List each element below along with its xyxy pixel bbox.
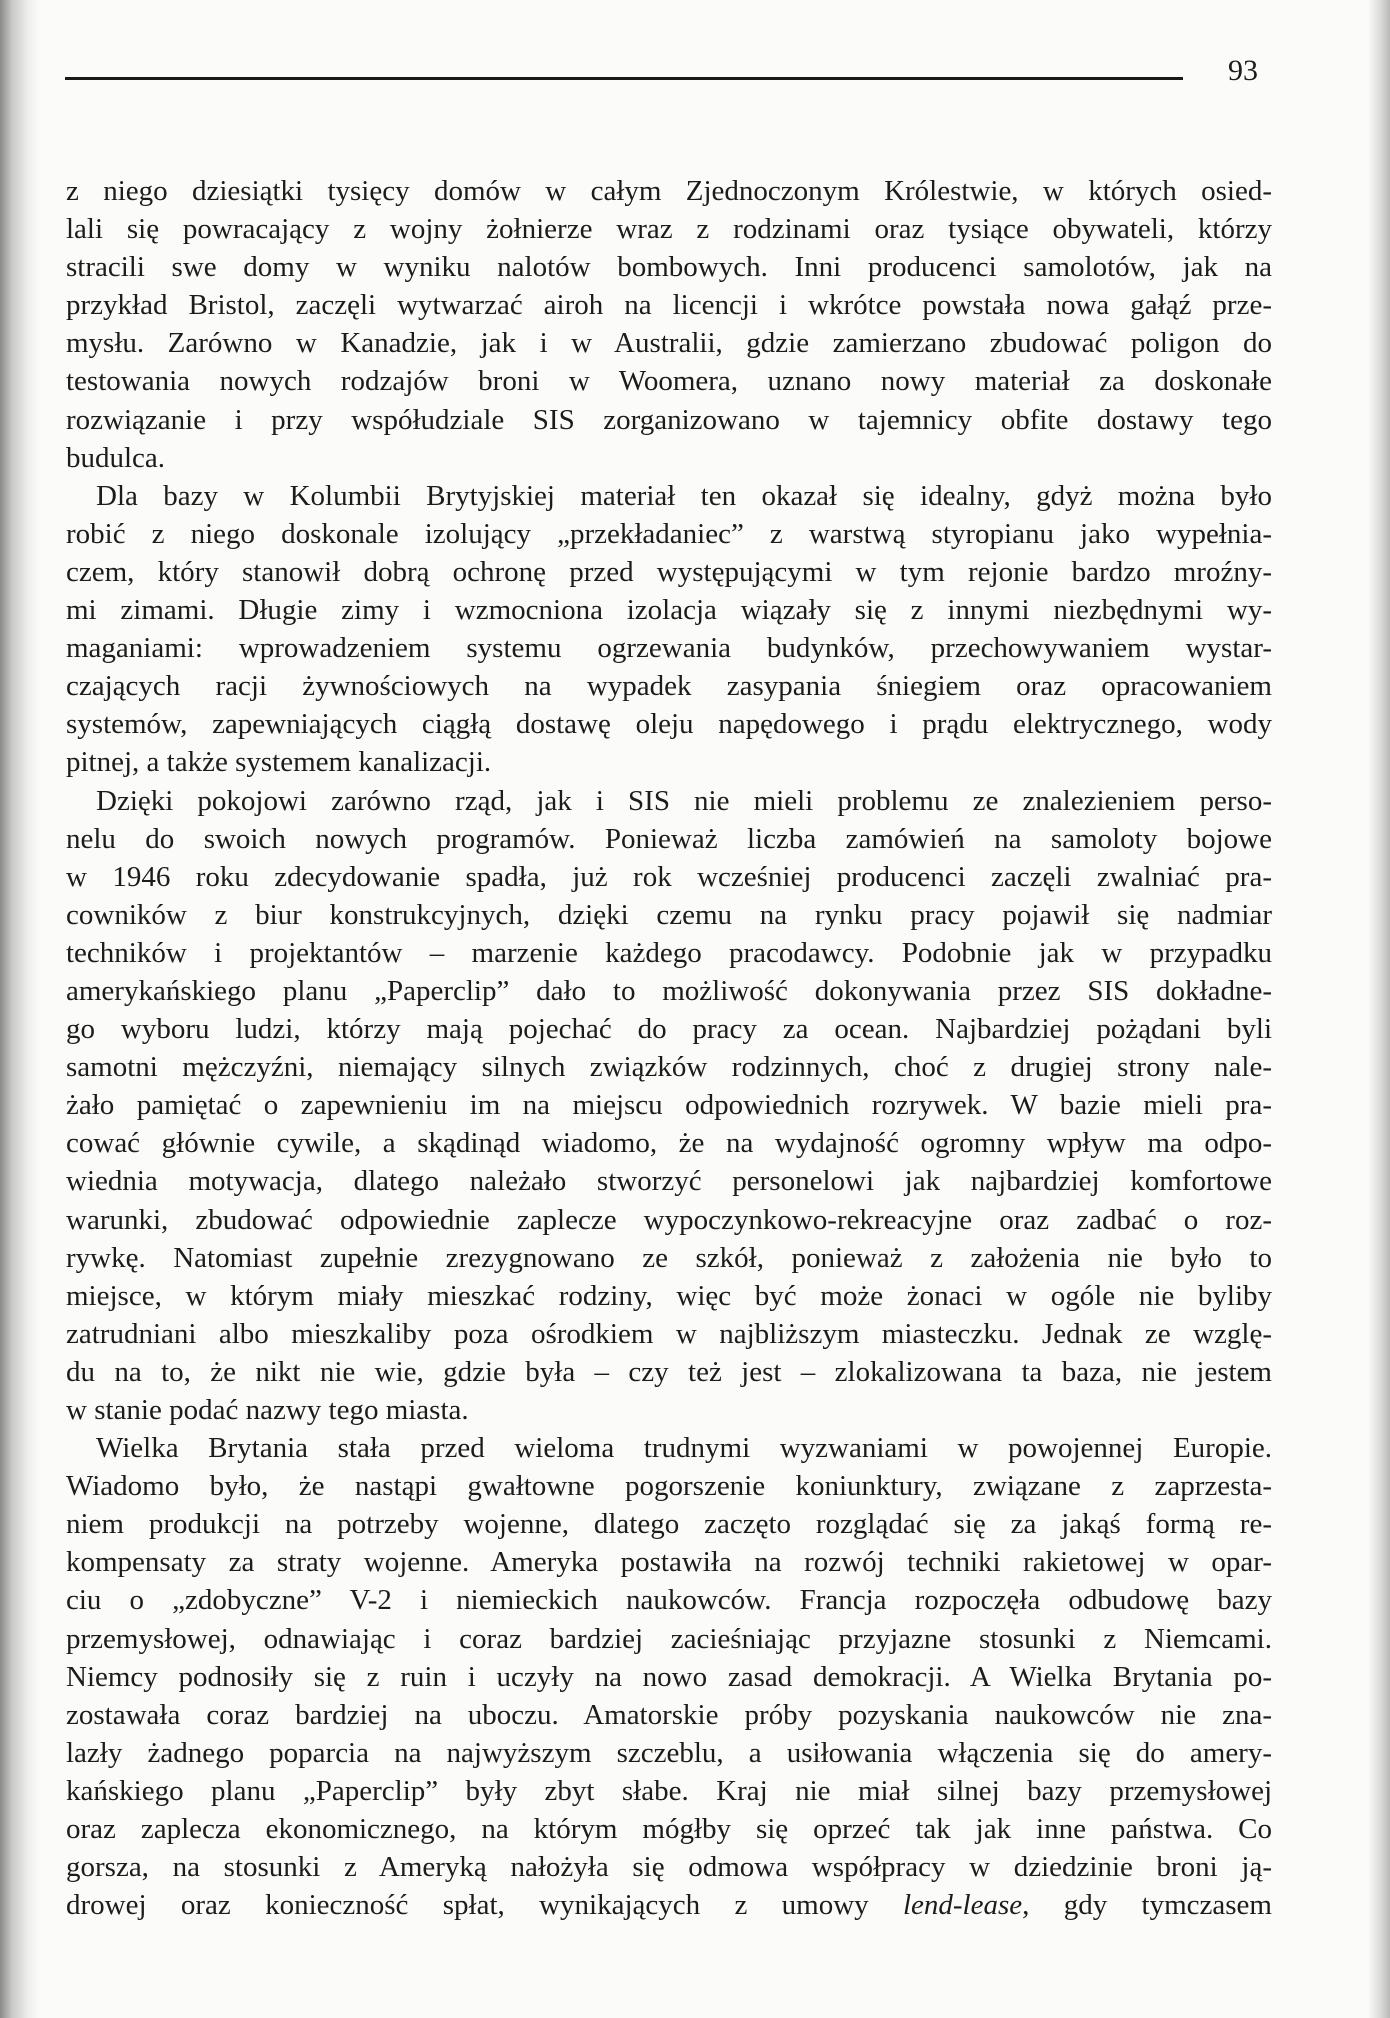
- text-line: z niego dziesiątki tysięcy domów w całym Zjednoczonym Królestwie, w których osied-: [66, 175, 1272, 207]
- text-line: maganiami: wprowadzeniem systemu ogrzewania budynków, przechowywaniem wystar-: [66, 632, 1272, 665]
- text-line: zatrudniani albo mieszkaliby poza ośrodkiem w najbliższym miasteczku. Jednak ze wzglę-: [66, 1317, 1272, 1350]
- text-line: przemysłowej, odnawiając i coraz bardziej zacieśniając przyjazne stosunki z Niemcami.: [66, 1622, 1272, 1655]
- text-line: robić z niego doskonale izolujący „przekładaniec” z warstwą styropianu jako wypełnia-: [66, 517, 1272, 550]
- text-line: warunki, zbudować odpowiednie zaplecze wypoczynkowo-rekreacyjne oraz zadbać o roz-: [66, 1203, 1272, 1236]
- text-line: Niemcy podnosiły się z ruin i uczyły na nowo zasad demokracji. A Wielka Brytania po-: [66, 1660, 1272, 1693]
- text-line: stracili swe domy w wyniku nalotów bombowych. Inni producenci samolotów, jak na: [66, 251, 1272, 284]
- text-line: miejsce, w którym miały mieszkać rodziny, więc być może żonaci w ogóle nie byliby: [66, 1279, 1272, 1312]
- paragraph: [66, 1429, 1272, 1924]
- text-line: w 1946 roku zdecydowanie spadła, już rok wcześniej producenci zaczęli zwalniać pra-: [66, 860, 1272, 893]
- text-line: lazły żadnego poparcia na najwyższym szczeblu, a usiłowania włączenia się do amery-: [66, 1736, 1272, 1769]
- text-line: rozwiązanie i przy współudziale SIS zorganizowano w tajemnicy obfite dostawy tego: [66, 403, 1272, 436]
- text-line: kańskiego planu „Paperclip” były zbyt słabe. Kraj nie miał silnej bazy przemysłowej: [66, 1774, 1272, 1807]
- text-line: go wyboru ludzi, którzy mają pojechać do pracy za ocean. Najbardziej pożądani byli: [66, 1013, 1272, 1046]
- text-line: oraz zaplecza ekonomicznego, na którym mógłby się oprzeć tak jak inne państwa. Co: [66, 1813, 1272, 1846]
- text-line: budulca.: [66, 441, 166, 474]
- text-line: techników i projektantów – marzenie każdego pracodawcy. Podobnie jak w przypadku: [66, 936, 1272, 969]
- text-line: amerykańskiego planu „Paperclip” dało to możliwość dokonywania przez SIS dokładne-: [66, 974, 1272, 1007]
- text-line: samotni mężczyźni, niemający silnych związków rodzinnych, choć z drugiej strony nale-: [66, 1051, 1272, 1084]
- paragraph: [66, 477, 1272, 782]
- text-line: mi zimami. Długie zimy i wzmocniona izolacja wiązały się z innymi niezbędnymi wy-: [66, 594, 1272, 627]
- body-text: [66, 172, 1272, 1924]
- text-line: gorsza, na stosunki z Ameryką nałożyła się odmowa współpracy w dziedzinie broni ją-: [66, 1851, 1272, 1884]
- paragraph: [66, 172, 1272, 477]
- text-line: niem produkcji na potrzeby wojenne, dlatego zaczęto rozglądać się za jakąś formą re-: [66, 1508, 1272, 1541]
- text-line: du na to, że nikt nie wie, gdzie była – czy też jest – zlokalizowana ta baza, nie jestem: [66, 1355, 1272, 1388]
- text-segment: drowej oraz konieczność spłat, wynikających z umowy: [66, 1889, 903, 1922]
- text-line: pitnej, a także systemem kanalizacji.: [66, 746, 492, 779]
- text-line: wiednia motywacja, dlatego należało stworzyć personelowi jak najbardziej komfortowe: [66, 1165, 1272, 1198]
- text-line: czem, który stanowił dobrą ochronę przed występującymi w tym rejonie bardzo mroźny-: [66, 555, 1272, 588]
- page-edge-shadow: [1368, 0, 1390, 2018]
- text-segment: , gdy tymczasem: [1022, 1889, 1272, 1922]
- text-line: ciu o „zdobyczne” V-2 i niemieckich naukowców. Francja rozpoczęła odbudowę bazy: [66, 1584, 1272, 1617]
- text-line: cować głównie cywile, a skądinąd wiadomo, że na wydajność ogromny wpływ ma odpo-: [66, 1127, 1272, 1160]
- italic-term: lend-lease: [902, 1889, 1023, 1922]
- text-line: mysłu. Zarówno w Kanadzie, jak i w Australii, gdzie zamierzano zbudować poligon do: [66, 327, 1272, 360]
- page-number: 93: [1228, 54, 1258, 87]
- text-line: kompensaty za straty wojenne. Ameryka postawiła na rozwój techniki rakietowej w opar-: [66, 1546, 1272, 1579]
- text-line: rywkę. Natomiast zupełnie zrezygnowano ze szkół, ponieważ z założenia nie było to: [66, 1241, 1272, 1274]
- text-line: czających racji żywnościowych na wypadek zasypania śniegiem oraz opracowaniem: [66, 670, 1272, 703]
- text-line: lali się powracający z wojny żołnierze wraz z rodzinami oraz tysiące obywateli, którzy: [66, 213, 1272, 246]
- page-gutter-shadow: [0, 0, 40, 2018]
- text-line: cowników z biur konstrukcyjnych, dzięki czemu na rynku pracy pojawił się nadmiar: [66, 898, 1272, 931]
- text-line: żało pamiętać o zapewnieniu im na miejscu odpowiednich rozrywek. W bazie mieli pra-: [66, 1089, 1272, 1122]
- text-line: systemów, zapewniających ciągłą dostawę oleju napędowego i prądu elektrycznego, wody: [66, 708, 1272, 741]
- text-line: Dla bazy w Kolumbii Brytyjskiej materiał ten okazał się idealny, gdyż można było: [96, 479, 1272, 512]
- header-rule: [65, 77, 1183, 80]
- text-line: testowania nowych rodzajów broni w Woomera, uznano nowy materiał za doskonałe: [66, 365, 1272, 398]
- text-line: Wiadomo było, że nastąpi gwałtowne pogorszenie koniunktury, związane z zaprzesta-: [66, 1470, 1272, 1503]
- text-line: przykład Bristol, zaczęli wytwarzać airoh na licencji i wkrótce powstała nowa gałąź prze-: [66, 289, 1272, 322]
- text-line: Wielka Brytania stała przed wieloma trudnymi wyzwaniami w powojennej Europie.: [96, 1432, 1272, 1465]
- text-line: nelu do swoich nowych programów. Ponieważ liczba zamówień na samoloty bojowe: [66, 822, 1272, 855]
- text-line: zostawała coraz bardziej na uboczu. Amatorskie próby pozyskania naukowców nie zna-: [66, 1698, 1272, 1731]
- text-line: [66, 1886, 1272, 1924]
- paragraph: [66, 782, 1272, 1430]
- text-line: Dzięki pokojowi zarówno rząd, jak i SIS nie mieli problemu ze znalezieniem perso-: [96, 784, 1272, 817]
- text-line: w stanie podać nazwy tego miasta.: [66, 1394, 469, 1426]
